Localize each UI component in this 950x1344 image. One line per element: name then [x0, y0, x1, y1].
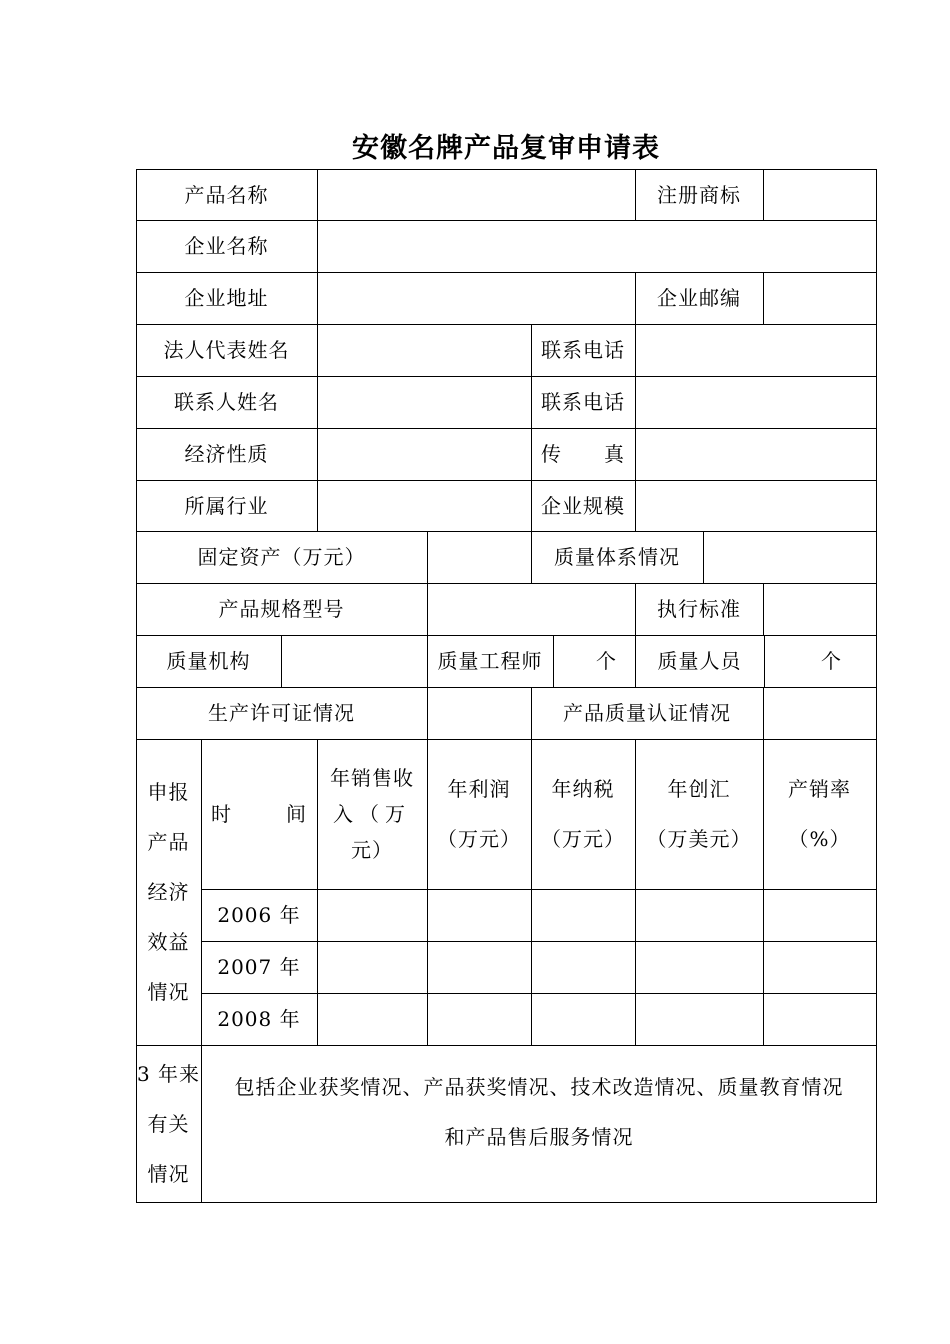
- profit-header: [427, 739, 531, 889]
- exec-standard-field[interactable]: [764, 584, 876, 635]
- recent-side-line: 情况: [147, 1161, 190, 1186]
- benefit-input-cell[interactable]: [636, 890, 763, 941]
- benefit-input-cell[interactable]: [636, 942, 763, 993]
- enterprise-address-label: 企业地址: [184, 286, 269, 310]
- legal-rep-label: 法人代表姓名: [163, 338, 290, 362]
- fixed-assets-field[interactable]: [428, 532, 531, 583]
- tax-header-line: 年纳税: [551, 777, 615, 801]
- recent-description[interactable]: [202, 1046, 876, 1202]
- profit-header-line: （万元）: [437, 827, 521, 851]
- benefit-input-cell[interactable]: [318, 890, 427, 941]
- production-license-label: 生产许可证情况: [208, 701, 355, 725]
- forex-header-line: 年创汇: [667, 777, 731, 801]
- exec-standard-label: 执行标准: [657, 597, 741, 621]
- benefit-input-cell[interactable]: [532, 890, 635, 941]
- legal-rep-phone-label: 联系电话: [541, 338, 625, 362]
- product-name-field[interactable]: [318, 170, 635, 220]
- contact-name-field[interactable]: [318, 377, 531, 427]
- enterprise-name-field[interactable]: [318, 221, 876, 271]
- benefit-input-cell[interactable]: [764, 890, 876, 941]
- enterprise-postcode-field[interactable]: [764, 273, 876, 323]
- tax-header: [531, 739, 635, 889]
- benefit-side-line: 产品: [147, 830, 190, 854]
- economic-nature-label: 经济性质: [184, 442, 269, 466]
- benefit-side-line: 经济: [147, 880, 190, 904]
- forex-header: [635, 739, 763, 889]
- enterprise-address-field[interactable]: [318, 273, 635, 323]
- tax-header-line: （万元）: [541, 827, 625, 851]
- fixed-assets-label: 固定资产（万元）: [197, 545, 366, 569]
- time-header-right: 间: [286, 802, 307, 826]
- sales-header: [317, 739, 427, 889]
- enterprise-name-label: 企业名称: [184, 234, 269, 258]
- year-label: 2008 年: [217, 1007, 301, 1031]
- enterprise-scale-label: 企业规模: [541, 493, 625, 518]
- contact-phone-label: 联系电话: [541, 390, 625, 414]
- benefit-side-line: 申报: [147, 780, 190, 804]
- benefit-side-line: 效益: [147, 930, 190, 954]
- product-name-label: 产品名称: [184, 183, 269, 207]
- time-header: [201, 739, 317, 889]
- sales-rate-header-line: （%）: [788, 827, 851, 851]
- recent-side-line: 有关: [147, 1111, 190, 1136]
- economic-nature-field[interactable]: [318, 429, 531, 479]
- contact-name-label: 联系人姓名: [174, 390, 279, 414]
- quality-staff-label: 质量人员: [657, 649, 742, 673]
- benefit-side-line: 情况: [147, 980, 190, 1004]
- fax-field[interactable]: [636, 429, 876, 479]
- fax-label-left: 传: [541, 442, 562, 466]
- industry-label: 所属行业: [184, 493, 269, 518]
- quality-certification-field[interactable]: [764, 688, 876, 739]
- product-model-label: 产品规格型号: [218, 597, 345, 621]
- contact-phone-field[interactable]: [636, 377, 876, 427]
- benefit-input-cell[interactable]: [318, 942, 427, 993]
- profit-header-line: 年利润: [447, 777, 511, 801]
- enterprise-postcode-label: 企业邮编: [657, 286, 741, 310]
- quality-org-label: 质量机构: [166, 649, 251, 673]
- legal-rep-field[interactable]: [318, 325, 531, 375]
- recent-description-line: 和产品售后服务情况: [444, 1125, 634, 1149]
- year-label: 2006 年: [217, 903, 301, 927]
- sales-header-line: 元）: [351, 838, 393, 862]
- time-header-left: 时: [211, 802, 232, 826]
- sales-header-line: 入（万: [333, 802, 411, 826]
- quality-staff-count[interactable]: [765, 635, 876, 687]
- benefit-input-cell[interactable]: [764, 994, 876, 1045]
- registered-trademark-label: 注册商标: [657, 183, 741, 207]
- forex-header-line: （万美元）: [646, 827, 752, 851]
- enterprise-scale-field[interactable]: [636, 481, 876, 531]
- quality-org-field[interactable]: [282, 636, 427, 687]
- year-label: 2007 年: [217, 955, 301, 979]
- benefit-input-cell[interactable]: [764, 942, 876, 993]
- application-form-table: [136, 169, 877, 1203]
- product-model-field[interactable]: [428, 584, 635, 635]
- benefit-side-label: [136, 739, 201, 1045]
- staff-unit: 个: [821, 649, 842, 673]
- legal-rep-phone-field[interactable]: [636, 325, 876, 375]
- benefit-input-cell[interactable]: [636, 994, 763, 1045]
- quality-certification-label: 产品质量认证情况: [563, 701, 731, 725]
- production-license-field[interactable]: [428, 688, 531, 739]
- engineer-unit: 个: [596, 649, 617, 673]
- fax-label: [531, 428, 635, 480]
- table-border-bottom: [136, 1202, 877, 1203]
- recent-side-line: 3 年来: [136, 1061, 201, 1086]
- benefit-input-cell[interactable]: [532, 942, 635, 993]
- benefit-input-cell[interactable]: [428, 942, 531, 993]
- sales-rate-header: [763, 739, 876, 889]
- page-title: 安徽名牌产品复审申请表: [352, 133, 660, 164]
- sales-header-line: 年销售收: [330, 766, 414, 790]
- quality-engineer-label: 质量工程师: [437, 649, 543, 673]
- recent-description-line: 包括企业获奖情况、产品获奖情况、技术改造情况、质量教育情况: [234, 1075, 844, 1099]
- benefit-input-cell[interactable]: [318, 994, 427, 1045]
- recent-side-label: [136, 1045, 201, 1202]
- sales-rate-header-line: 产销率: [788, 777, 851, 801]
- quality-engineer-count[interactable]: [554, 635, 635, 687]
- quality-system-label: 质量体系情况: [554, 545, 680, 569]
- registered-trademark-field[interactable]: [764, 170, 876, 220]
- quality-system-field[interactable]: [704, 532, 876, 583]
- industry-field[interactable]: [318, 481, 531, 531]
- benefit-input-cell[interactable]: [532, 994, 635, 1045]
- table-border-right: [876, 169, 877, 1203]
- benefit-input-cell[interactable]: [428, 890, 531, 941]
- fax-label-right: 真: [604, 442, 625, 466]
- benefit-input-cell[interactable]: [428, 994, 531, 1045]
